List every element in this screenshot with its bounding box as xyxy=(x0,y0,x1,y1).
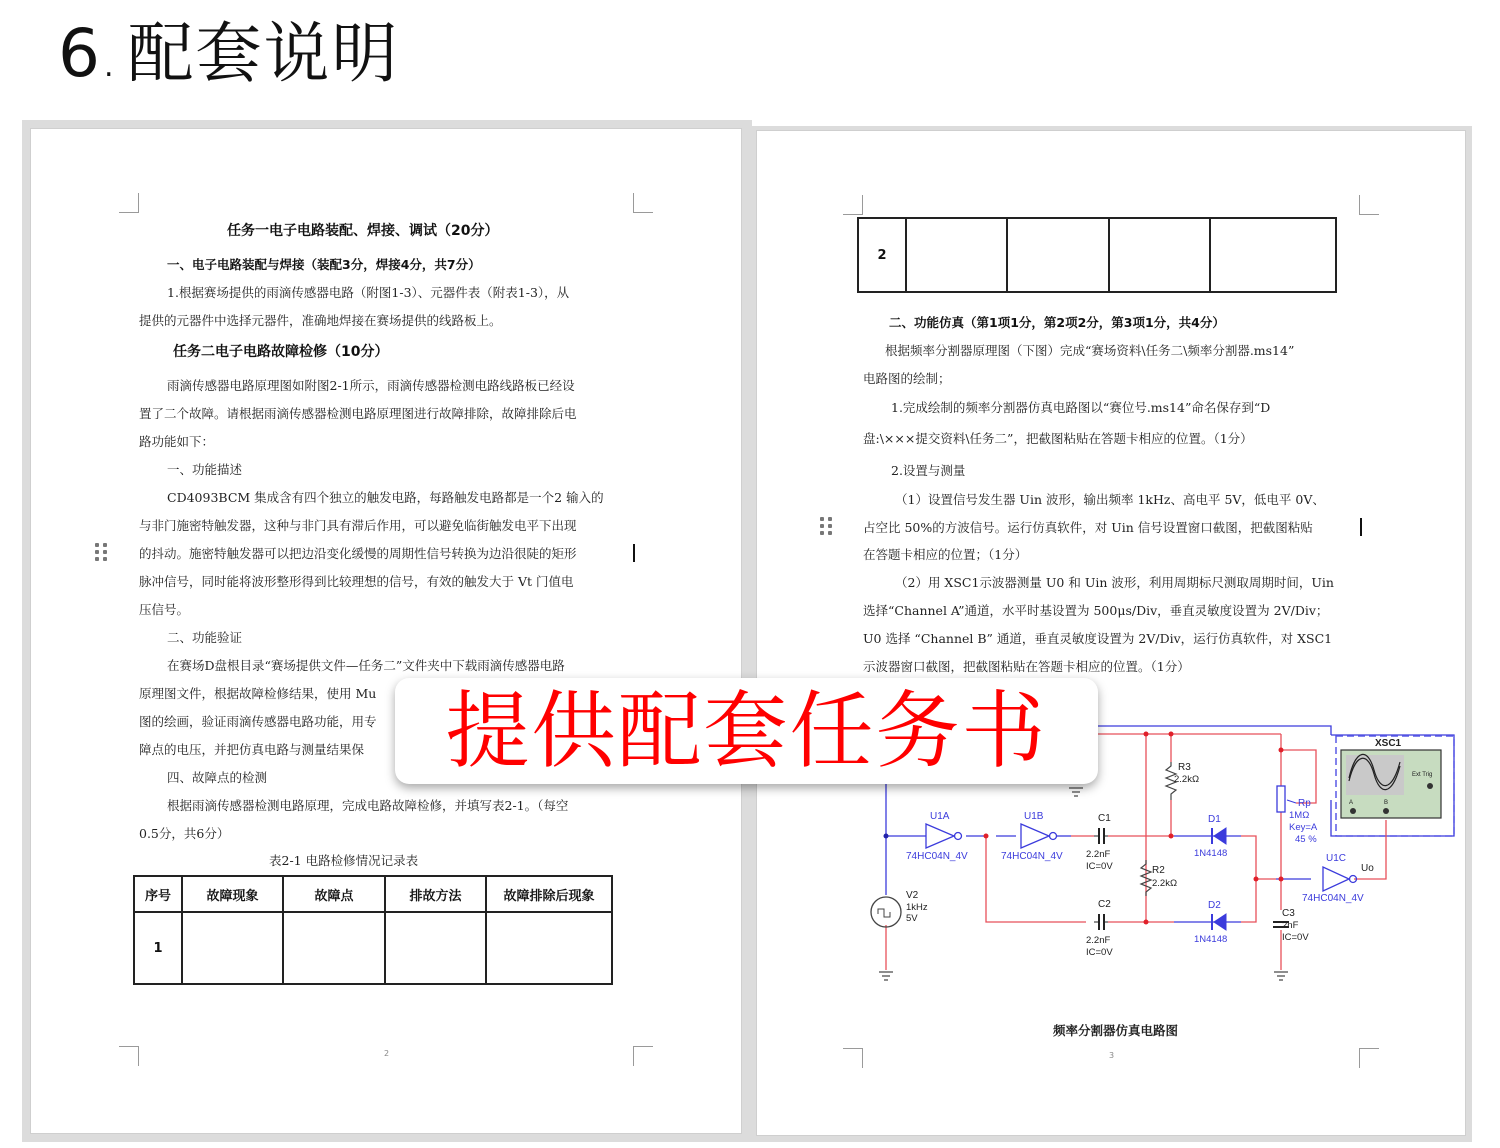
svg-text:74HC04N_4V: 74HC04N_4V xyxy=(906,851,968,862)
table-row xyxy=(858,218,1336,292)
svg-text:Ext Trig: Ext Trig xyxy=(1412,772,1433,778)
table-header-cell: 故障点 xyxy=(283,876,385,912)
table-header-row xyxy=(134,876,612,912)
paragraph-line: 电路图的绘制； xyxy=(863,371,951,386)
paragraph-line: 选择“Channel A”通道，水平时基设置为 500μs/Div，垂直灵敏度设置为 2V/Div； xyxy=(863,603,1329,618)
svg-text:2.2nF: 2.2nF xyxy=(1086,935,1111,946)
paragraph-line: 提供的元器件中选择元器件，准确地焊接在赛场提供的线路板上。 xyxy=(139,313,502,328)
table-cell[interactable]: 2 xyxy=(858,218,906,292)
svg-text:B: B xyxy=(1384,800,1389,806)
section-heading: 2.设置与测量 xyxy=(891,463,966,478)
svg-text:2.2kΩ: 2.2kΩ xyxy=(1174,774,1200,785)
svg-text:R3: R3 xyxy=(1178,762,1191,773)
drag-handle-icon[interactable] xyxy=(820,517,832,535)
svg-text:V2: V2 xyxy=(906,890,919,901)
svg-text:D1: D1 xyxy=(1208,814,1221,825)
svg-text:Uo: Uo xyxy=(1361,863,1374,874)
overlay-banner xyxy=(395,678,1098,784)
section-heading: 一、功能描述 xyxy=(167,462,243,477)
fault-record-table xyxy=(133,875,613,985)
margin-corner-mark xyxy=(843,1048,863,1068)
margin-corner-mark xyxy=(843,195,863,215)
paragraph-line: 与非门施密特触发器，这种与非门具有滞后作用，可以避免临街触发电平下出现 xyxy=(139,518,577,533)
paragraph-line: CD4093BCM 集成含有四个独立的触发电路，每路触发电路都是一个2 输入的 xyxy=(167,490,604,505)
text-cursor xyxy=(633,544,635,562)
paragraph-line: 盘:\×××提交资料\任务二”，把截图粘贴在答题卡相应的位置。（1分） xyxy=(863,431,1253,446)
margin-corner-mark xyxy=(119,1046,139,1066)
section-heading: 二、功能验证 xyxy=(167,630,243,645)
svg-text:45 %: 45 % xyxy=(1295,834,1317,845)
svg-text:C2: C2 xyxy=(1098,899,1111,910)
svg-text:IC=0V: IC=0V xyxy=(1282,932,1309,943)
svg-text:Rp: Rp xyxy=(1298,798,1311,809)
table-header-cell: 排故方法 xyxy=(385,876,486,912)
slide-title-text: 配套说明 xyxy=(127,15,400,92)
margin-corner-mark xyxy=(119,193,139,213)
svg-text:XSC1: XSC1 xyxy=(1375,738,1402,749)
table-cell[interactable] xyxy=(385,912,486,984)
paragraph-line: 置了二个故障。请根据雨滴传感器检测电路原理图进行故障排除，故障排除后电 xyxy=(139,406,577,421)
svg-text:A: A xyxy=(1349,800,1354,806)
paragraph-line: 1.根据赛场提供的雨滴传感器电路（附图1-3）、元器件表（附表1-3），从 xyxy=(167,285,570,300)
paragraph-line: （2）用 XSC1示波器测量 U0 和 Uin 波形，利用周期标尺测取周期时间，Uin xyxy=(895,575,1334,590)
slide-title-number: 6 xyxy=(58,15,102,92)
task2-title: 任务二电子电路故障检修（10分） xyxy=(173,344,389,360)
paragraph-line: 脉冲信号，同时能将波形整形得到比较理想的信号，有效的触发大于 Vt 门值电 xyxy=(139,574,574,589)
svg-text:R2: R2 xyxy=(1152,865,1165,876)
drag-handle-icon[interactable] xyxy=(95,543,107,561)
paragraph-line: 压信号。 xyxy=(139,602,190,617)
svg-text:IC=0V: IC=0V xyxy=(1086,947,1113,958)
margin-corner-mark xyxy=(633,193,653,213)
paragraph-line: 路功能如下： xyxy=(139,434,215,449)
paragraph-line: 1.完成绘制的频率分割器仿真电路图以“赛位号.ms14”命名保存到“D xyxy=(891,400,1271,415)
svg-text:1kHz: 1kHz xyxy=(906,902,928,913)
svg-text:1N4148: 1N4148 xyxy=(1194,934,1228,945)
table-cell[interactable] xyxy=(1007,218,1109,292)
table-caption: 表2-1 电路检修情况记录表 xyxy=(269,853,419,868)
paragraph-line: U0 选择 “Channel B” 通道，垂直灵敏度设置为 2V/Div，运行仿真软件，对 XSC1 xyxy=(863,631,1333,646)
table-row xyxy=(134,912,612,984)
margin-corner-mark xyxy=(633,1046,653,1066)
table-cell[interactable] xyxy=(283,912,385,984)
oscilloscope-icon xyxy=(1341,738,1441,818)
table-header-cell: 故障排除后现象 xyxy=(486,876,612,912)
paragraph-line: 原理图文件，根据故障检修结果，使用 Mu xyxy=(139,686,377,701)
table-cell[interactable]: 1 xyxy=(134,912,182,984)
page-number: 2 xyxy=(384,1049,390,1058)
paragraph-line: 在赛场D盘根目录“赛场提供文件—任务二”文件夹中下载雨滴传感器电路 xyxy=(167,658,565,673)
fault-record-table-continued xyxy=(857,217,1337,293)
simulation-heading: 二、功能仿真（第1项1分，第2项2分，第3项1分，共4分） xyxy=(889,315,1225,330)
table-cell[interactable] xyxy=(906,218,1007,292)
svg-text:U1B: U1B xyxy=(1024,811,1044,822)
text-cursor xyxy=(1360,518,1362,536)
paragraph-line: 在答题卡相应的位置；（1分） xyxy=(863,547,1028,562)
task1-section1-heading: 一、电子电路装配与焊接（装配3分，焊接4分，共7分） xyxy=(167,257,481,272)
paragraph-line: 0.5分，共6分） xyxy=(139,826,230,841)
svg-text:1MΩ: 1MΩ xyxy=(1289,810,1310,821)
svg-text:IC=0V: IC=0V xyxy=(1086,861,1113,872)
table-header-cell: 序号 xyxy=(134,876,182,912)
margin-corner-mark xyxy=(1359,1048,1379,1068)
table-header-cell: 故障现象 xyxy=(182,876,283,912)
paragraph-line: 根据雨滴传感器检测电路原理，完成电路故障检修，并填写表2-1。（每空 xyxy=(167,798,569,813)
paragraph-line: 障点的电压，并把仿真电路与测量结果保 xyxy=(139,742,365,757)
paragraph-line: 示波器窗口截图，把截图粘贴在答题卡相应的位置。（1分） xyxy=(863,659,1190,674)
svg-text:U1C: U1C xyxy=(1326,853,1347,864)
paragraph-line: 的抖动。施密特触发器可以把边沿变化缓慢的周期性信号转换为边沿很陡的矩形 xyxy=(139,546,577,561)
svg-text:2.2nF: 2.2nF xyxy=(1086,849,1111,860)
svg-text:5V: 5V xyxy=(906,913,918,924)
margin-corner-mark xyxy=(1359,195,1379,215)
svg-text:2.2kΩ: 2.2kΩ xyxy=(1152,878,1178,889)
table-cell[interactable] xyxy=(1109,218,1210,292)
table-cell[interactable] xyxy=(486,912,612,984)
overlay-banner-text: 提供配套任务书 xyxy=(445,682,1048,780)
slide-title xyxy=(58,14,400,107)
svg-text:74HC04N_4V: 74HC04N_4V xyxy=(1001,851,1063,862)
paragraph-line: 根据频率分割器原理图（下图）完成“赛场资料\任务二\频率分割器.ms14” xyxy=(885,343,1295,358)
circuit-caption: 频率分割器仿真电路图 xyxy=(1053,1023,1179,1038)
page-number: 3 xyxy=(1109,1051,1115,1060)
svg-text:D2: D2 xyxy=(1208,900,1221,911)
table-cell[interactable] xyxy=(1210,218,1336,292)
section-heading: 四、故障点的检测 xyxy=(167,770,268,785)
paragraph-line: 占空比 50%的方波信号。运行仿真软件，对 Uin 信号设置窗口截图，把截图粘贴 xyxy=(863,520,1313,535)
slide-title-dot: . xyxy=(104,49,116,84)
document-page-2 xyxy=(30,128,742,1134)
svg-text:1N4148: 1N4148 xyxy=(1194,848,1228,859)
svg-text:Key=A: Key=A xyxy=(1289,822,1318,833)
svg-text:U1A: U1A xyxy=(930,811,950,822)
svg-text:C1: C1 xyxy=(1098,813,1111,824)
paragraph-line: 雨滴传感器电路原理图如附图2-1所示，雨滴传感器检测电路线路板已经设 xyxy=(167,378,575,393)
svg-text:C3: C3 xyxy=(1282,908,1295,919)
svg-text:2nF: 2nF xyxy=(1282,920,1299,931)
task1-title: 任务一电子电路装配、焊接、调试（20分） xyxy=(227,223,499,239)
table-cell[interactable] xyxy=(182,912,283,984)
paragraph-line: 图的绘画，验证雨滴传感器电路功能，用专 xyxy=(139,714,377,729)
paragraph-line: （1）设置信号发生器 Uin 波形，输出频率 1kHz、高电平 5V，低电平 0V、 xyxy=(895,492,1325,507)
svg-text:74HC04N_4V: 74HC04N_4V xyxy=(1302,893,1364,904)
